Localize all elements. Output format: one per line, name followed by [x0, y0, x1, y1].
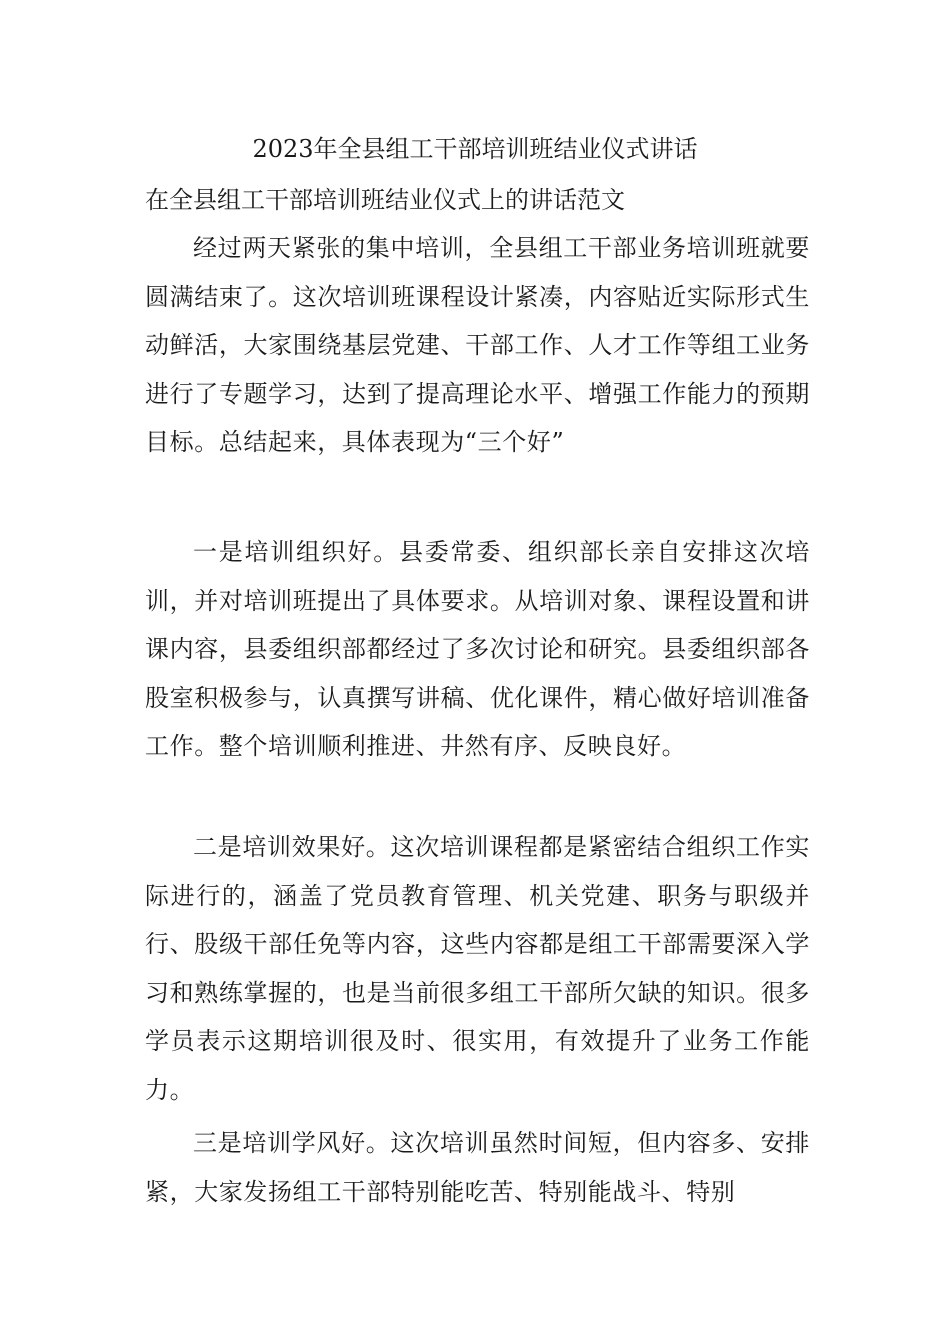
paragraph-effect: 二是培训效果好。这次培训课程都是紧密结合组织工作实际进行的，涵盖了党员教育管理、机关党建、职务与职级并行、股级干部任免等内容，这些内容都是组工干部需要深入学习和熟练掌握的，也是当前很多组工干部所欠缺的知识。很多学员表示这期培训很及时、很实用，有效提升了业务工作能力。	[145, 833, 810, 1104]
paragraph-study-style: 三是培训学风好。这次培训虽然时间短，但内容多、安排紧，大家发扬组工干部特别能吃苦、特别能战斗、特别	[145, 1129, 810, 1206]
document-subtitle: 在全县组工干部培训班结业仪式上的讲话范文	[145, 186, 625, 214]
paragraph-intro: 经过两天紧张的集中培训，全县组工干部业务培训班就要圆满结束了。这次培训班课程设计紧凑，内容贴近实际形式生动鲜活，大家围绕基层党建、干部工作、人才工作等组工业务进行了专题学习，达到了提高理论水平、增强工作能力的预期目标。总结起来，具体表现为“三个好”	[145, 234, 810, 456]
paragraph-organization: 一是培训组织好。县委常委、组织部长亲自安排这次培训，并对培训班提出了具体要求。从培训对象、课程设置和讲课内容，县委组织部都经过了多次讨论和研究。县委组织部各股室积极参与，认真撰写讲稿、优化课件，精心做好培训准备工作。整个培训顺利推进、井然有序、反映良好。	[145, 538, 810, 760]
document-title: 2023年全县组工干部培训班结业仪式讲话	[252, 135, 698, 163]
